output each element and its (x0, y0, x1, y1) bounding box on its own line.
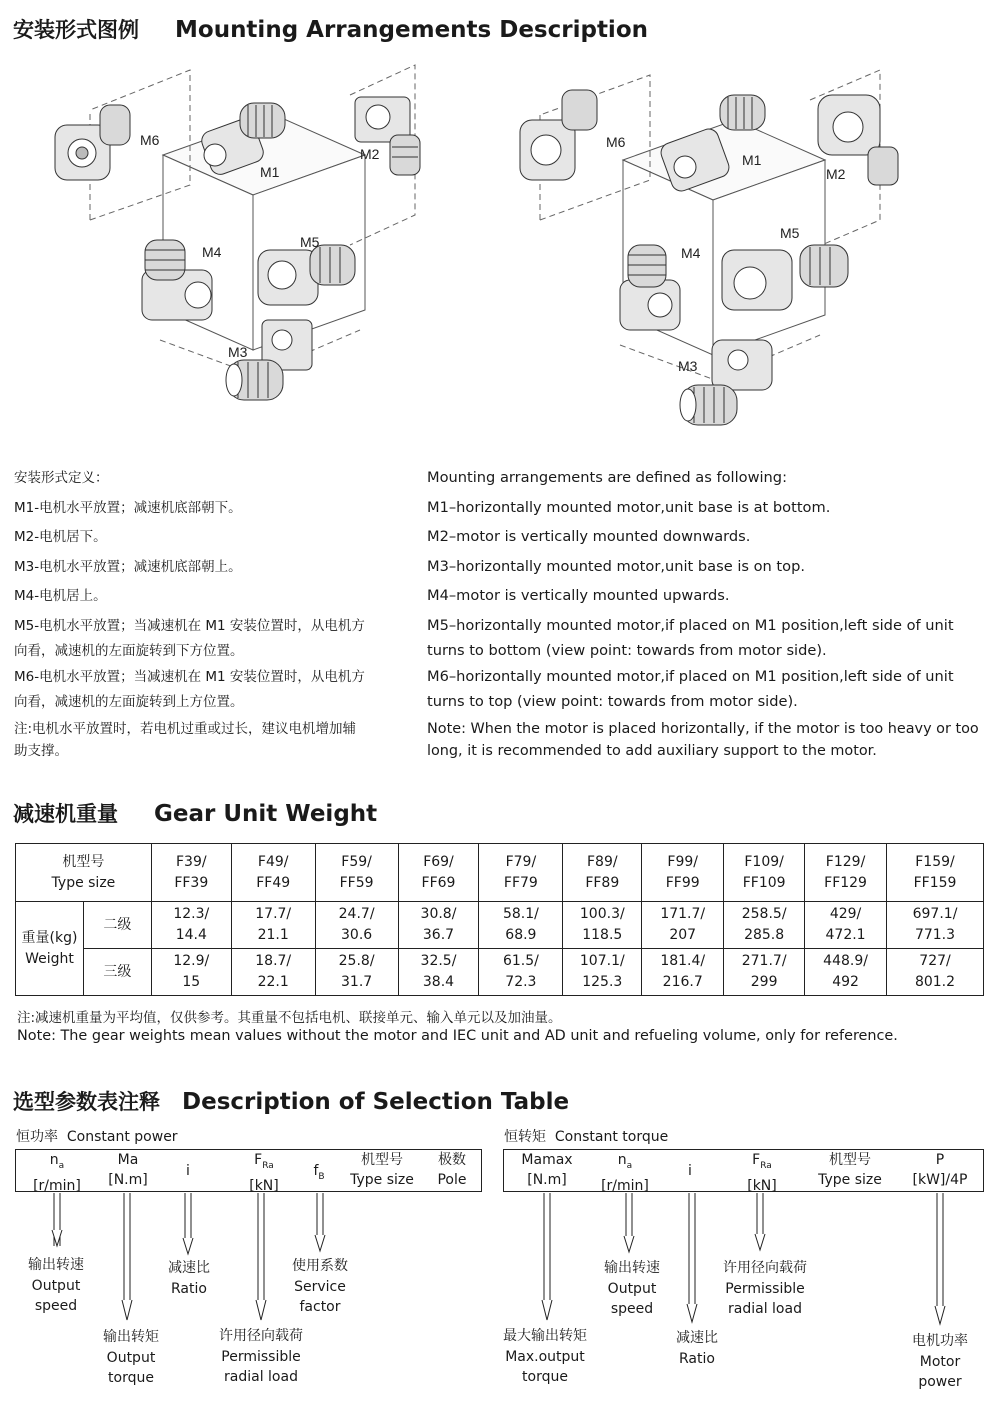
type-cell: F99/ FF99 (642, 844, 724, 902)
weight-cell: 727/ 801.2 (887, 949, 984, 996)
ct-ann-ratio: 减速比 Ratio (676, 1330, 718, 1367)
weight-note-cn: 注:减速机重量为平均值，仅供参考。其重量不包括电机、联接单元、输入单元以及加油量。 (17, 1010, 562, 1026)
weight-cell: 429/ 472.1 (805, 902, 887, 949)
weight-cell: 697.1/ 771.3 (887, 902, 984, 949)
type-size-header: 机型号 Type size (16, 844, 152, 902)
arrow-cp-radial (258, 1193, 264, 1300)
weight-cell: 30.8/ 36.7 (398, 902, 479, 949)
weight-label: 重量(kg) Weight (16, 902, 84, 996)
type-cell: F49/ FF49 (231, 844, 315, 902)
label-m2-right: M2 (826, 166, 846, 182)
ct-mamax-cell: Mamax [N.m] (521, 1152, 573, 1188)
arrow-cp-torque (124, 1193, 130, 1300)
arrow-ct-ratio (689, 1193, 695, 1304)
cp-ann-radial: 许用径向载荷 Permissible radial load (219, 1328, 303, 1385)
cp-ann-torque: 输出转矩 Output torque (103, 1329, 159, 1386)
label-m2: M2 (360, 146, 380, 162)
cp-fb-cell: $f_B$ (313, 1163, 325, 1182)
ct-ann-speed: 输出转速 Output speed (604, 1260, 660, 1317)
weight-cell: 24.7/ 30.6 (315, 902, 398, 949)
label-m6: M6 (140, 132, 160, 148)
ct-type-cell: 机型号 Type size (818, 1152, 882, 1188)
weight-cell: 12.3/ 14.4 (151, 902, 231, 949)
weight-cell: 107.1/ 125.3 (563, 949, 642, 996)
label-m5-right: M5 (780, 225, 800, 241)
cp-ann-ratio: 减速比 Ratio (168, 1260, 210, 1297)
type-cell: F69/ FF69 (398, 844, 479, 902)
type-cell: F59/ FF59 (315, 844, 398, 902)
ct-ann-maxtorque: 最大输出转矩 Max.output torque (503, 1328, 587, 1385)
weight-cell: 12.9/ 15 (151, 949, 231, 996)
arrow-ct-maxtorque (544, 1193, 550, 1300)
type-cell: F89/ FF89 (563, 844, 642, 902)
arrow-ct-power (937, 1193, 943, 1306)
ct-na-cell: $n_a$ [r/min] (601, 1152, 649, 1194)
ct-ann-radial: 许用径向载荷 Permissible radial load (723, 1260, 807, 1317)
label-m6-right: M6 (606, 134, 626, 150)
arrow-cp-ratio (185, 1193, 191, 1238)
label-m5: M5 (300, 234, 320, 250)
weight-cell: 17.7/ 21.1 (231, 902, 315, 949)
cp-type-cell: 机型号 Type size (350, 1152, 414, 1188)
cp-ann-speed: 输出转速 Output speed (28, 1257, 84, 1314)
label-m3: M3 (228, 344, 248, 360)
cp-fra-cell: $F_{Ra}$ [kN] (249, 1152, 279, 1194)
type-cell: F159/ FF159 (887, 844, 984, 902)
label-m1: M1 (260, 164, 280, 180)
weight-cell: 25.8/ 31.7 (315, 949, 398, 996)
label-m1-right: M1 (742, 152, 762, 168)
stage2-label: 二级 (83, 902, 151, 949)
weight-cell: 181.4/ 216.7 (642, 949, 724, 996)
weight-cell: 32.5/ 38.4 (398, 949, 479, 996)
cp-i-cell: i (186, 1163, 190, 1179)
stage3-label: 三级 (83, 949, 151, 996)
weight-cell: 271.7/ 299 (724, 949, 805, 996)
ct-ann-power: 电机功率 Motor power (912, 1333, 968, 1390)
type-cell: F109/ FF109 (724, 844, 805, 902)
label-m4-right: M4 (681, 245, 701, 261)
section-title-weight: 减速机重量 Gear Unit Weight (13, 801, 378, 827)
cp-ma-cell: Ma [N.m] (108, 1152, 148, 1188)
weight-cell: 61.5/ 72.3 (479, 949, 563, 996)
weight-note-en: Note: The gear weights mean values without the motor and IEC unit and AD unit and refueling volume, only for reference. (17, 1028, 898, 1044)
weight-cell: 258.5/ 285.8 (724, 902, 805, 949)
ct-power-cell: P [kW]/4P (912, 1152, 968, 1188)
mounting-definitions-cn: 安装形式定义： M1-电机水平放置；减速机底部朝下。 M2-电机居下。 M3-电机水平放置；减速机底部朝上。 M4-电机居上。 M5-电机水平放置；当减速机在 M1 安装位置时，从电机方 向看，减速机的左面旋转到下方位置。 M6-电机水平放置；当减速机在 M1 安装位置时，从电机方 向看，减速机的左面旋转到上方位置。 注:电机水平放置时，若电机过重或过长，建议电机增加辅 助支撑。 (14, 470, 365, 760)
weight-cell: 100.3/ 118.5 (563, 902, 642, 949)
cp-ann-service: 使用系数 Service factor (292, 1258, 348, 1315)
type-cell: F129/ FF129 (805, 844, 887, 902)
arrow-ct-radial (757, 1193, 763, 1234)
ct-i-cell: i (688, 1163, 692, 1179)
cp-na-cell: $n_a$ [r/min] (33, 1152, 81, 1194)
cp-pole-cell: 极数 Pole (437, 1152, 467, 1188)
arrow-ct-speed (626, 1193, 632, 1236)
label-m4: M4 (202, 244, 222, 260)
type-cell: F39/ FF39 (151, 844, 231, 902)
constant-torque-label: 恒转矩 Constant torque (504, 1129, 669, 1145)
weight-cell: 18.7/ 22.1 (231, 949, 315, 996)
arrow-cp-service (317, 1193, 323, 1235)
section-title-mounting: 安装形式图例 Mounting Arrangements Description (13, 17, 648, 43)
label-m3-right: M3 (678, 358, 698, 374)
ct-fra-cell: $F_{Ra}$ [kN] (747, 1152, 777, 1194)
constant-power-label: 恒功率 Constant power (16, 1129, 178, 1145)
type-cell: F79/ FF79 (479, 844, 563, 902)
mounting-definitions-en: Mounting arrangements are defined as following: M1–horizontally mounted motor,unit base is at bottom. M2–motor is vertically mounted downwards. M3–horizontally mounted motor,unit base is on top. M4–motor is vertically mounted upwards. M5–horizontally mounted motor,if placed on M1 position,left side of unit turns to bottom (view point: towards from motor side). M6–horizontally mounted motor,if placed on M1 position,left side of unit turns to top (view point: towards from motor side). Note: When the motor is placed horizontally, if the motor is too heavy or too long, it is recommended to add auxiliary support to the motor. (427, 469, 979, 760)
section-title-selection: 选型参数表注释 Description of Selection Table (13, 1089, 570, 1115)
weight-cell: 448.9/ 492 (805, 949, 887, 996)
weight-cell: 58.1/ 68.9 (479, 902, 563, 949)
weight-cell: 171.7/ 207 (642, 902, 724, 949)
